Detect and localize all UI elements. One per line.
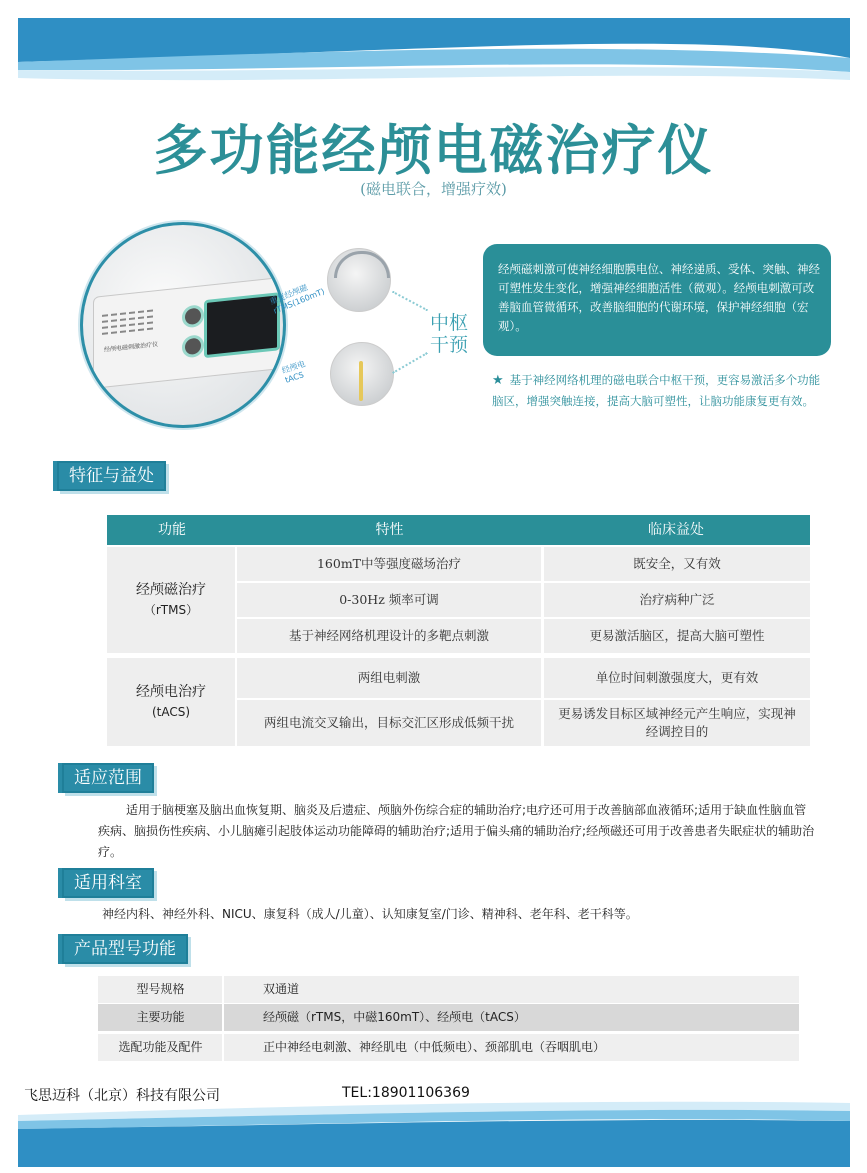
table-cell-feature: 基于神经网络机理设计的多靶点刺激 bbox=[237, 619, 541, 653]
device-knob bbox=[182, 334, 204, 358]
star-note bbox=[492, 370, 822, 411]
table-cell-feature: 两组电刺激 bbox=[237, 658, 541, 698]
table-cell-feature: 0-30Hz 频率可调 bbox=[237, 583, 541, 617]
head-rtms-image bbox=[327, 248, 391, 312]
model-row-label: 选配功能及配件 bbox=[118, 1040, 203, 1054]
table-cell-benefit: 更易诱发目标区域神经元产生响应，实现神经调控目的 bbox=[544, 700, 810, 746]
departments-text: 神经内科、神经外科、NICU、康复科（成人/儿童）、认知康复室/门诊、精神科、老年科、老干科等。 bbox=[102, 907, 638, 921]
model-row-label: 型号规格 bbox=[136, 982, 185, 996]
center-intervention-label: 中枢干预 bbox=[430, 312, 469, 356]
section-features-heading: 特征与益处 bbox=[57, 461, 166, 491]
model-row-value: 正中神经电刺激、神经肌电（中低频电）、颈部肌电（吞咽肌电） bbox=[263, 1040, 606, 1054]
table-cell-benefit: 既安全，又有效 bbox=[544, 547, 810, 581]
group-name: 经颅磁治疗 bbox=[136, 582, 206, 598]
model-row-value: 经颅磁（rTMS，中磁160mT）、经颅电（tACS） bbox=[263, 1010, 526, 1024]
features-header-function: 功能 bbox=[107, 515, 237, 545]
group-name: 经颅电治疗 bbox=[136, 684, 206, 700]
page-subtitle: (磁电联合，增强疗效) bbox=[360, 180, 507, 198]
section-departments-heading: 适用科室 bbox=[62, 868, 154, 898]
features-header-benefit: 临床益处 bbox=[542, 515, 810, 545]
table-cell-benefit: 更易激活脑区，提高大脑可塑性 bbox=[544, 619, 810, 653]
features-header-characteristic: 特性 bbox=[237, 515, 542, 545]
table-cell-feature: 两组电流交叉输出，目标交汇区形成低频干扰 bbox=[237, 700, 541, 746]
top-wave-banner bbox=[0, 0, 867, 95]
company-name: 飞思迈科（北京）科技有限公司 bbox=[24, 1088, 220, 1104]
indications-paragraph: 适用于脑梗塞及脑出血恢复期、脑炎及后遗症、颅脑外伤综合症的辅助治疗;电疗还可用于改善脑部血液循环;适用于缺血性脑血管疾病、脑损伤性疾病、小儿脑瘫引起肢体运动功能障碍的辅助治疗;适用于偏头痛的辅助治疗;经颅磁还可用于改善患者失眠症状的辅助治疗。 bbox=[98, 803, 815, 859]
table-cell-benefit: 治疗病种广泛 bbox=[544, 583, 810, 617]
telephone: TEL:18901106369 bbox=[342, 1085, 470, 1101]
table-row bbox=[98, 976, 799, 1003]
section-models-heading: 产品型号功能 bbox=[62, 934, 188, 964]
head-tacs-image bbox=[330, 342, 394, 406]
device-image bbox=[80, 222, 286, 428]
device-screen-label: 经颅电磁刺激治疗仪 bbox=[104, 340, 159, 354]
model-row-value: 双通道 bbox=[263, 982, 300, 996]
label-tacs: 经颅电 tACS bbox=[280, 359, 307, 385]
label-rtms: 重复经颅磁 rTMS(160mT) bbox=[268, 282, 326, 316]
model-row-label: 主要功能 bbox=[136, 1010, 185, 1024]
bottom-wave-banner bbox=[0, 1095, 867, 1173]
indications-text bbox=[98, 800, 818, 863]
device-knob bbox=[182, 304, 204, 328]
connector-dots bbox=[392, 352, 428, 374]
table-row bbox=[98, 1034, 799, 1061]
info-box-text: 经颅磁刺激可使神经细胞膜电位、神经递质、受体、突触、神经可塑性发生变化，增强神经细胞活性（微观）。经颅电刺激可改善脑血管微循环，改善脑细胞的代谢环境，保护神经细胞（宏观）。 bbox=[498, 262, 820, 333]
star-note-text: 基于神经网络机理的磁电联合中枢干预，更容易激活多个功能脑区，增强突触连接，提高大脑可塑性，让脑功能康复更有效。 bbox=[492, 373, 821, 408]
features-group-tacs bbox=[107, 658, 235, 746]
connector-dots bbox=[392, 291, 428, 312]
group-sub: （rTMS） bbox=[143, 603, 199, 617]
features-group-rtms bbox=[107, 547, 235, 653]
table-cell-benefit: 单位时间刺激强度大，更有效 bbox=[544, 658, 810, 698]
device-panel bbox=[204, 292, 280, 358]
group-sub: (tACS) bbox=[151, 705, 191, 719]
section-indications-heading: 适应范围 bbox=[62, 763, 154, 793]
table-cell-feature: 160mT中等强度磁场治疗 bbox=[237, 547, 541, 581]
table-row bbox=[98, 1004, 799, 1031]
page-title: 多功能经颅电磁治疗仪 bbox=[153, 119, 714, 182]
star-icon: ★ bbox=[492, 373, 504, 388]
device-body bbox=[93, 277, 280, 389]
